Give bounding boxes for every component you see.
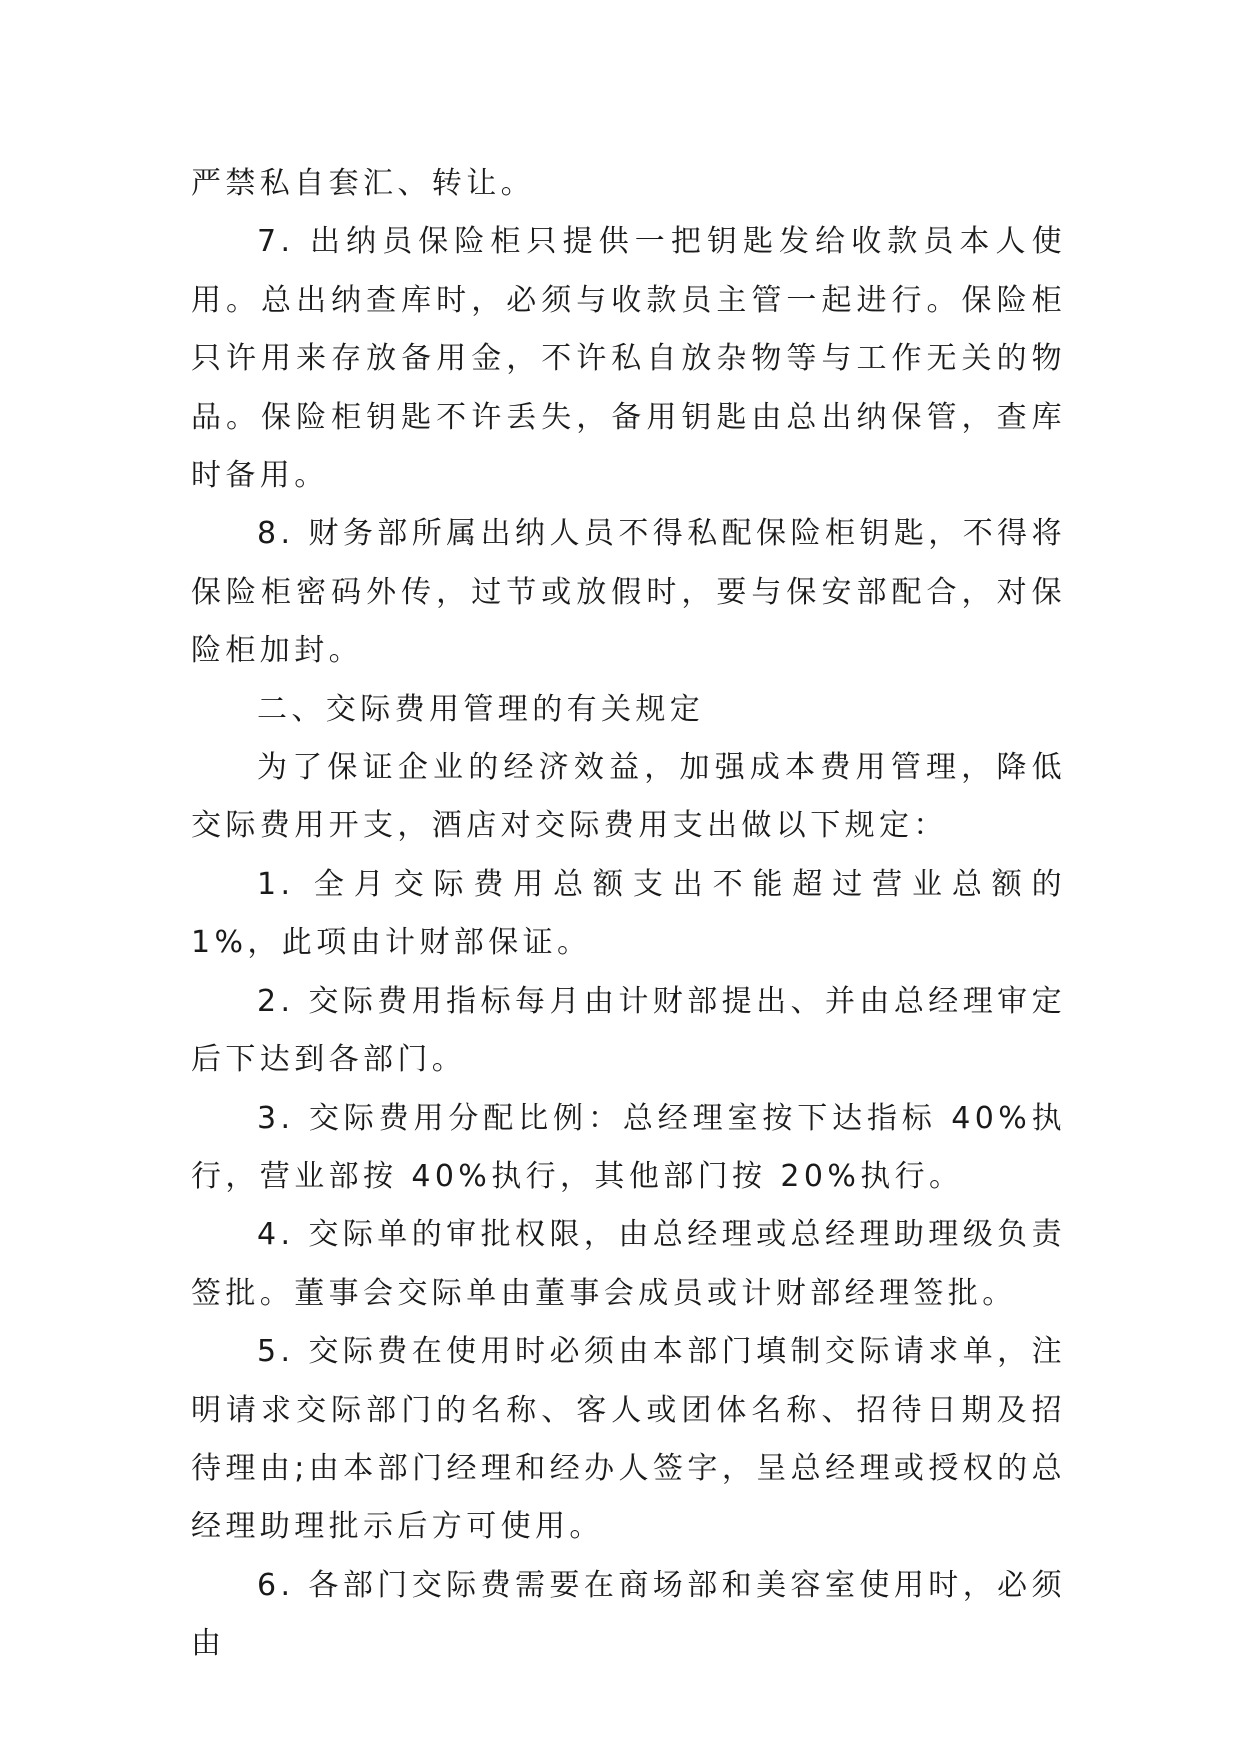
paragraph-rule-4: 4. 交际单的审批权限，由总经理或总经理助理级负责签批。董事会交际单由董事会成员或计财部经理签批。 (191, 1217, 1066, 1311)
paragraph-rule-1: 1. 全月交际费用总额支出不能超过营业总额的 1%，此项由计财部保证。 (191, 866, 1066, 961)
paragraph-item-8: 8. 财务部所属出纳人员不得私配保险柜钥匙，不得将保险柜密码外传，过节或放假时，要与保安部配合，对保险柜加封。 (191, 516, 1066, 669)
paragraph-continuation: 严禁私自套汇、转让。 (191, 166, 535, 201)
paragraph-rule-3: 3. 交际费用分配比例：总经理室按下达指标 40%执行，营业部按 40%执行，其他部门按 20%执行。 (191, 1100, 1066, 1194)
paragraph-rule-2: 2. 交际费用指标每月由计财部提出、并由总经理审定后下达到各部门。 (191, 983, 1066, 1078)
paragraph-rule-6: 6. 各部门交际费需要在商场部和美容室使用时，必须由 (191, 1567, 1066, 1662)
document-body (191, 155, 1066, 1674)
paragraph-rule-5: 5. 交际费在使用时必须由本部门填制交际请求单，注明请求交际部门的名称、客人或团体名称、招待日期及招待理由;由本部门经理和经办人签字，呈总经理或授权的总经理助理批示后方可使用。 (191, 1334, 1066, 1545)
paragraph-item-7: 7. 出纳员保险柜只提供一把钥匙发给收款员本人使用。总出纳查库时，必须与收款员主管一起进行。保险柜只许用来存放备用金，不许私自放杂物等与工作无关的物品。保险柜钥匙不许丢失，备用钥匙由总出纳保管，查库时备用。 (191, 224, 1066, 494)
paragraph-intro: 为了保证企业的经济效益，加强成本费用管理，降低交际费用开支，酒店对交际费用支出做以下规定： (191, 750, 1066, 844)
section-heading: 二、交际费用管理的有关规定 (257, 691, 705, 727)
